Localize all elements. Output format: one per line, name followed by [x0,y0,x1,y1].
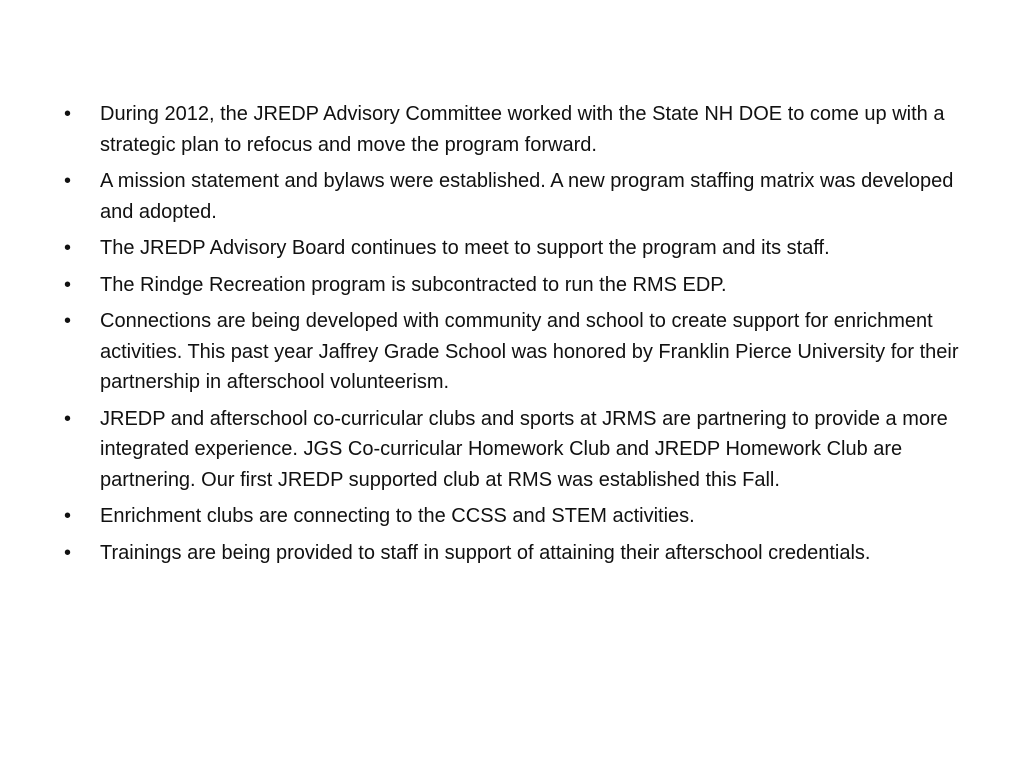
bullet-icon: • [64,407,72,430]
bullet-text: A mission statement and bylaws were established. A new program staffing matrix was developed and adopted. [100,170,954,223]
bullet-text: The JREDP Advisory Board continues to meet to support the program and its staff. [100,237,830,259]
bullet-text: Connections are being developed with community and school to create support for enrichment activities. This past year Jaffrey Grade School was honored by Franklin Pierce University for their partnership in afterschool volunteerism. [100,310,959,393]
bullet-icon: • [64,170,72,192]
bullet-item [64,501,964,532]
bullet-icon: • [64,310,72,332]
bullet-text: Trainings are being provided to staff in support of attaining their afterschool credentials. [100,541,871,564]
bullet-text: Enrichment clubs are connecting to the CCSS and STEM activities. [100,505,695,527]
bullet-icon: • [64,237,72,259]
bullet-item [64,270,964,301]
bullet-text: JREDP and afterschool co-curricular clubs and sports at JRMS are partnering to provide a more integrated experience. JGS Co-curricular Homework Club and JREDP Homework Club are partnering. Our first JREDP supported club at RMS was established this Fall. [100,407,948,491]
bullet-item [64,538,964,569]
bullet-list [64,99,964,574]
bullet-item [64,99,964,160]
bullet-item [64,166,964,227]
bullet-item [64,233,964,264]
bullet-item [64,306,964,398]
bullet-icon: • [64,541,72,564]
bullet-text: During 2012, the JREDP Advisory Committee worked with the State NH DOE to come up with a strategic plan to refocus and move the program forward. [100,103,945,156]
bullet-text: The Rindge Recreation program is subcontracted to run the RMS EDP. [100,273,727,296]
bullet-item [64,404,964,496]
bullet-icon: • [64,103,72,125]
bullet-icon: • [64,505,72,527]
bullet-icon: • [64,273,72,296]
